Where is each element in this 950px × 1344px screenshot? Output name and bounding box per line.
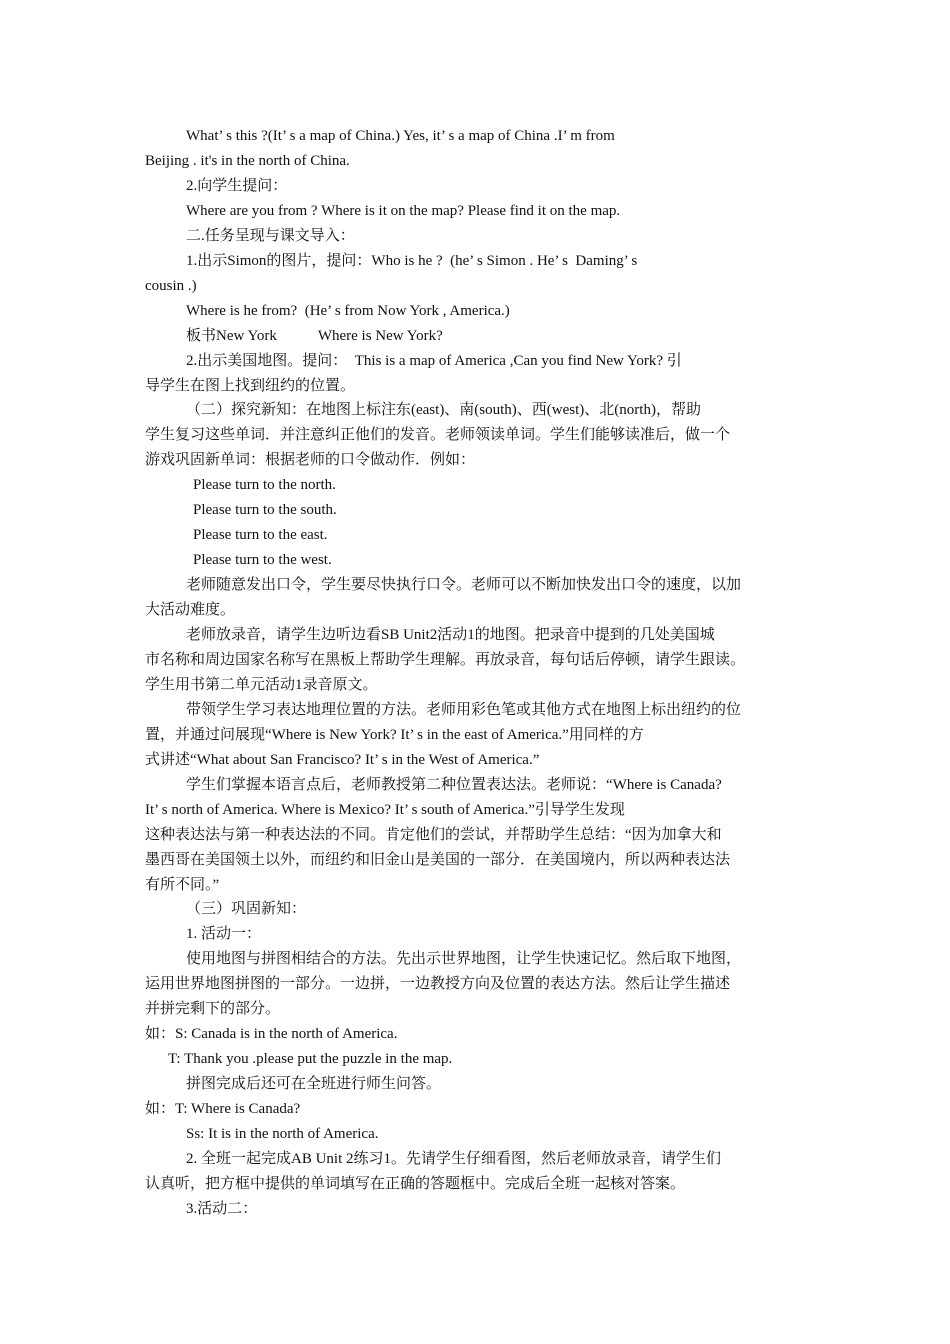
text-line: 2.向学生提问： [186, 177, 288, 194]
text-line: 2. 全班一起完成AB Unit 2练习1。先请学生仔细看图，然后老师放录音，请学生们 [186, 1150, 722, 1167]
text-line: 式讲述“What about San Francisco? It’ s in the West of America.” [145, 751, 540, 768]
text-line: 运用世界地图拼图的一部分。一边拼，一边教授方向及位置的表达方法。然后让学生描述 [145, 976, 731, 993]
text-line: 2.出示美国地图。提问： This is a map of America ,Can you find New York? 引 [186, 352, 682, 369]
text-line: Please turn to the north. [193, 477, 336, 494]
text-line: Where is he from? (He’ s from Now York , America.) [186, 302, 510, 319]
text-line: 导学生在图上找到纽约的位置。 [145, 377, 356, 394]
text-line: T: Thank you .please put the puzzle in the map. [168, 1051, 453, 1068]
text-line: What’ s this ?(It’ s a map of China.) Yes, it’ s a map of China .I’ m from [186, 128, 615, 144]
text-line: 有所不同。” [145, 876, 220, 893]
text-line: Please turn to the south. [193, 502, 337, 519]
text-line: 并拼完剩下的部分。 [145, 1001, 281, 1018]
text-line: 这种表达法与第一种表达法的不同。肯定他们的尝试，并帮助学生总结：“因为加拿大和 [145, 826, 722, 843]
text-line: （二）探究新知：在地图上标注东(east)、南(south)、西(west)、北(north)，帮助 [186, 402, 701, 419]
text-line: 学生复习这些单词．并注意纠正他们的发音。老师领读单词。学生们能够读准后，做一个 [145, 427, 731, 444]
text-line: Please turn to the west. [193, 552, 332, 569]
text-line: Please turn to the east. [193, 527, 328, 544]
text-line: 大活动难度。 [145, 602, 236, 619]
text-line: It’ s north of America. Where is Mexico? It’ s south of America.”引导学生发现 [145, 801, 625, 818]
text-line: 二.任务呈现与课文导入： [186, 227, 355, 244]
text-line: cousin .) [145, 277, 197, 294]
text-line: 学生们掌握本语言点后，老师教授第二种位置表达法。老师说：“Where is Canada? [186, 776, 722, 793]
text-line: 置，并通过问展现“Where is New York? It’ s in the east of America.”用同样的方 [145, 726, 644, 743]
text-line: Beijing . it's in the north of China. [145, 152, 350, 169]
text-line: 1. 活动一： [186, 926, 262, 943]
text-line: 老师随意发出口令，学生要尽快执行口令。老师可以不断加快发出口令的速度，以加 [186, 577, 742, 594]
text-line: 3.活动二： [186, 1200, 258, 1217]
text-line: 墨西哥在美国领土以外，而纽约和旧金山是美国的一部分．在美国境内，所以两种表达法 [145, 851, 731, 868]
text-line: （三）巩固新知： [186, 901, 307, 918]
text-line: 板书New York Where is New York? [186, 327, 443, 344]
text-line: 如：S: Canada is in the north of America. [145, 1026, 398, 1043]
text-line: Where are you from ? Where is it on the map? Please find it on the map. [186, 202, 621, 219]
text-line: 市名称和周边国家名称写在黑板上帮助学生理解。再放录音，每句话后停顿，请学生跟读。 [145, 651, 746, 668]
text-line: 使用地图与拼图相结合的方法。先出示世界地图，让学生快速记忆。然后取下地图， [186, 951, 742, 968]
text-line: 老师放录音，请学生边听边看SB Unit2活动1的地图。把录音中提到的几处美国城 [186, 627, 715, 643]
text-line: 如：T: Where is Canada? [145, 1101, 301, 1118]
text-line: 拼图完成后还可在全班进行师生问答。 [186, 1076, 442, 1093]
text-line: 带领学生学习表达地理位置的方法。老师用彩色笔或其他方式在地图上标出纽约的位 [186, 701, 742, 718]
text-line: 1.出示Simon的图片，提问：Who is he ? (he’ s Simon . He’ s Daming’ s [186, 252, 638, 269]
text-line: 认真听，把方框中提供的单词填写在正确的答题框中。完成后全班一起核对答案。 [145, 1175, 686, 1192]
text-line: 游戏巩固新单词：根据老师的口令做动作．例如： [145, 452, 476, 469]
text-line: Ss: It is in the north of America. [186, 1126, 379, 1142]
text-line: 学生用书第二单元活动1录音原文。 [145, 676, 378, 693]
